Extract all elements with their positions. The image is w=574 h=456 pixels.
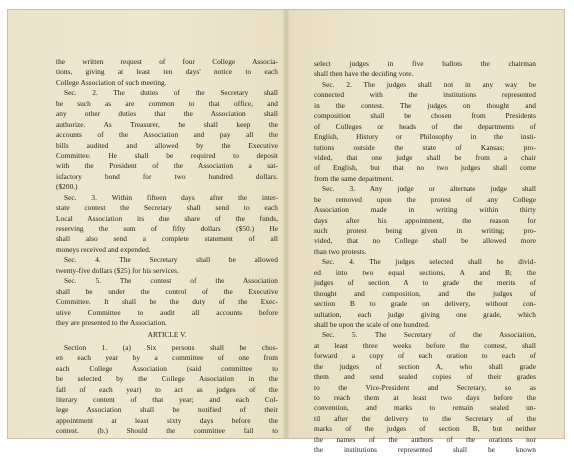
text-line: shall be upon the scale of one hundred. xyxy=(314,319,430,329)
text-line: accounts of the Association and pay all the xyxy=(56,130,278,140)
text-line: any other duties that the Association shall xyxy=(56,109,278,119)
text-line: College Association of such meeting. xyxy=(56,77,167,87)
text-line: convention, and marks to remain sealed un- xyxy=(314,403,536,413)
text-line: judges of section A to grade the merits of xyxy=(314,278,536,288)
text-line: authorize. As Treasurer, he shall keep the xyxy=(56,119,278,129)
text-line: Committee. He shall be required to deposit xyxy=(56,150,278,160)
text-line: the institutions represented shall be known xyxy=(314,445,536,455)
text-line: Committee. It shall be the duty of the Exec- xyxy=(56,297,278,307)
text-line: twenty-five dollars ($25) for his services. xyxy=(56,265,179,275)
text-line: than two protests. xyxy=(314,246,367,256)
text-line: they are presented to the Association. xyxy=(56,317,167,327)
text-line: at least three weeks before the contest, shall xyxy=(314,340,536,350)
text-line: the written request of four College Associa- xyxy=(56,57,278,66)
text-line: ed into two equal sections, A and B; the xyxy=(314,267,536,277)
text-line: literary content of that year; and each Col- xyxy=(56,395,278,404)
text-line: appointment at least sixty days before the xyxy=(56,415,278,425)
text-line: reserving the sum of fifty dollars ($50.) He xyxy=(56,224,278,233)
text-line: to the Vice-President and Secretary, so as xyxy=(314,382,536,392)
text-line: from the same department. xyxy=(314,173,394,183)
text-line: be such as are common to that office, and xyxy=(56,98,278,108)
text-line: tions, giving at least ten days' notice to each xyxy=(56,67,278,77)
text-line: moneys received and expended. xyxy=(56,244,151,254)
text-line: Sec. 2. The judges shall not in any way be xyxy=(322,79,536,89)
text-line: utive Committee to audit all accounts before xyxy=(56,307,278,317)
left-page-text xyxy=(56,57,278,437)
text-line: vided, that no College shall be allowed more xyxy=(314,236,536,246)
text-line: forward a copy of each oration to each of xyxy=(314,351,536,361)
text-line: of Colleges or heads of the departments of xyxy=(314,121,536,131)
text-line: shall be under the control of the Executive xyxy=(56,286,278,296)
text-line: Local Association its due share of the funds, xyxy=(56,213,278,223)
text-line: thought and composition, and the judges of xyxy=(314,288,536,298)
text-line: ($200.) xyxy=(56,182,78,192)
text-line: composition shall be chosen from Presidents xyxy=(314,111,536,121)
text-line: Sec. 5. The contest of the Association xyxy=(64,276,278,286)
text-line: til after the delivery to the Secretary of the xyxy=(314,413,536,423)
text-line: section B to grade on delivery, without con- xyxy=(314,299,536,309)
text-line: with the President of the Association a sat- xyxy=(56,161,278,171)
text-line: such protest being given in writing; pro- xyxy=(314,226,536,235)
right-page xyxy=(286,10,564,455)
text-line: to reach them at least two days before the xyxy=(314,393,536,402)
text-line: Association made in writing within thirty xyxy=(314,205,536,215)
text-line: Section 1. (a) Six persons shall be chos- xyxy=(64,342,278,352)
text-line: connected with the institutions represented xyxy=(314,90,536,100)
article-heading: ARTICLE V. xyxy=(147,330,187,340)
text-line: of English, but that no two judges shall come xyxy=(314,163,536,173)
text-line: the names of the authors of the orations nor xyxy=(314,434,536,444)
text-line: bills audited and allowed by the Executive xyxy=(56,140,278,150)
text-line: state contest the Secretary shall send to each xyxy=(56,203,278,213)
text-line: lege Association shall be notified of their xyxy=(56,405,278,415)
text-line: Sec. 3. Any judge or alternate judge shall xyxy=(322,184,536,194)
text-line: fall of each year) to act as judges of the xyxy=(56,384,278,394)
text-line: marks of the judges of section B, but neither xyxy=(314,424,536,434)
text-line: be selected by the College Association in the xyxy=(56,374,278,384)
page-gutter xyxy=(282,10,290,438)
text-line: sultation, each judge giving one grade, which xyxy=(314,309,536,319)
text-line: them and send sealed copies of their grades xyxy=(314,372,536,382)
text-line: Sec. 4. The Secretary shall be allowed xyxy=(64,255,278,265)
text-line: en each year by a committee of one from xyxy=(56,353,278,363)
text-line: in the contest. The judges on thought and xyxy=(314,100,536,110)
text-line: contest. (b.) Should the committee fail to xyxy=(56,426,278,436)
open-booklet xyxy=(8,10,564,455)
text-line: Sec. 5. The Secretary of the Association, xyxy=(322,330,536,340)
text-line: Sec. 2. The duties of the Secretary shall xyxy=(64,88,278,98)
text-line: select judges in five ballots the chairman xyxy=(314,59,536,68)
text-line: be removed upon the protest of any College xyxy=(314,194,536,204)
text-line: isfactory bond for two hundred dollars. xyxy=(56,171,278,181)
text-line: days after his appointment, the reason for xyxy=(314,215,536,225)
text-line: vided, that one judge shall be from a chair xyxy=(314,152,536,162)
right-page-text xyxy=(314,59,536,456)
text-line: English, History or Philosophy in the insti- xyxy=(314,132,536,142)
text-line: tutions outside the state of Kansas; pro- xyxy=(314,142,536,152)
left-page xyxy=(8,10,286,438)
text-line: Sec. 3. Within fifteen days after the inter- xyxy=(64,192,278,202)
text-line: the judges of section A, who shall grade xyxy=(314,361,536,371)
text-line: each College Association (said committee to xyxy=(56,363,278,373)
text-line: shall also send a complete statement of all xyxy=(56,234,278,244)
text-line: Sec. 4. The judges selected shall be divid- xyxy=(322,257,536,267)
text-line: shall then have the deciding vote. xyxy=(314,69,414,79)
